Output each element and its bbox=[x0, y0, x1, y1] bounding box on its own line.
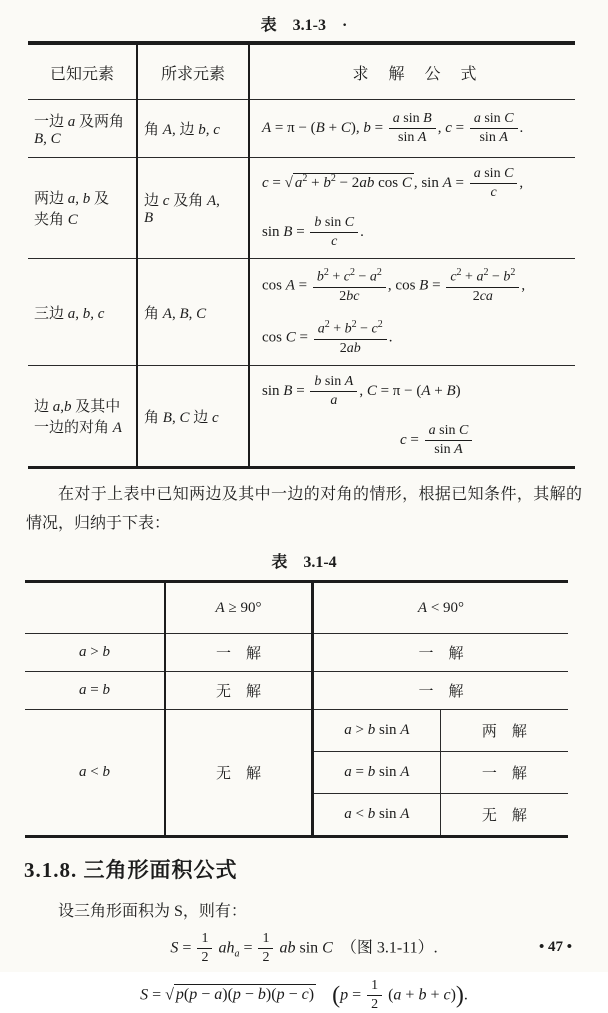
cell-condition: a < b bbox=[25, 710, 165, 837]
cell-known: 三边 a, b, c bbox=[28, 259, 137, 366]
cell-find: 角 B, C 边 c bbox=[137, 366, 249, 468]
cell-subcase: a > b sin A bbox=[313, 710, 441, 752]
cell-formula: sin B = $\frac{\text{b sin A}}{a}$ , C = π − (A + B) c = $\frac{\text{a sin C}}{\text{sin A}}$ bbox=[249, 366, 575, 468]
cell-condition: a > b bbox=[25, 634, 165, 672]
table-header-row bbox=[28, 43, 575, 100]
table-3-1-3-caption: 表 3.1-3 · bbox=[260, 17, 348, 34]
table-row bbox=[25, 710, 568, 752]
table-row bbox=[28, 158, 575, 259]
page-number: • 47 • bbox=[538, 939, 572, 955]
cell-formula: c = √ $a^2 + b^2 - 2ab$ cos C , sin A = $\frac{\text{a sin C}}{c}$ , sin B = $\frac{\text{b sin C}}{c}$ . bbox=[249, 158, 575, 259]
cell-known: 一边 a 及两角 B, C bbox=[28, 100, 137, 158]
header-solution-formula: 求 解 公 式 bbox=[352, 65, 479, 83]
area-formula-2-heron: S = √ p(p − a)(p − b)(p − c) (p = $\frac{1}{2}$ (a + b + c)). bbox=[140, 978, 468, 1013]
cell-result: 一 解 bbox=[313, 634, 569, 672]
cell-subresult: 无 解 bbox=[440, 794, 568, 837]
cell-result: 无 解 bbox=[165, 672, 313, 710]
cell-subresult: 两 解 bbox=[440, 710, 568, 752]
cell-subcase: a < b sin A bbox=[313, 794, 441, 837]
cell-condition: a = b bbox=[25, 672, 165, 710]
table-header-row bbox=[25, 582, 568, 634]
header-find-elements: 所求元素 bbox=[137, 43, 249, 100]
table-row bbox=[28, 366, 575, 468]
cell-subresult: 一 解 bbox=[440, 752, 568, 794]
header-a-ge-90: A ≥ 90° bbox=[165, 582, 313, 634]
header-known-elements: 已知元素 bbox=[49, 65, 114, 83]
cell-find: 角 A, B, C bbox=[137, 259, 249, 366]
lead-sentence: 设三角形面积为 S，则有： bbox=[58, 903, 247, 921]
cell-formula: cos A = $\frac{b^2 + c^2 - a^2}{2bc}$ , cos B = $\frac{c^2 + a^2 - b^2}{2ca}$ , cos C = $\frac{a^2 + b^2 - c^2}{2ab}$ . bbox=[249, 259, 575, 366]
cell-result: 一 解 bbox=[165, 634, 313, 672]
cell-formula: A = π − (B + C), b = $\frac{\text{a sin B}}{\text{sin A}}$ , c = $\frac{\text{a sin C}}{\text{sin A}}$ . bbox=[249, 100, 575, 158]
cell-result: 无 解 bbox=[165, 710, 313, 837]
header-empty bbox=[25, 582, 165, 634]
solution-formula-table bbox=[28, 41, 575, 469]
cell-subcase: a = b sin A bbox=[313, 752, 441, 794]
cell-find: 角 A, 边 b, c bbox=[137, 100, 249, 158]
cell-known: 两边 a, b 及 夹角 C bbox=[28, 158, 137, 259]
header-a-lt-90: A < 90° bbox=[417, 599, 465, 616]
area-formula-1: S = $\frac{1}{2}$ $ah_a$ = $\frac{1}{2}$ ab sin C （图 3.1-11）. bbox=[170, 931, 438, 966]
cell-find: 边 c 及角 A, B bbox=[137, 158, 249, 259]
table-3-1-4-caption: 表 3.1-4 bbox=[271, 554, 337, 572]
cell-known: 边 a,b 及其中 一边的对角 A bbox=[28, 366, 137, 468]
section-heading: 3.1.8. 三角形面积公式 bbox=[24, 858, 238, 883]
table-row bbox=[28, 100, 575, 158]
table-row bbox=[25, 634, 568, 672]
paragraph-note: 在对于上表中已知两边及其中一边的对角的情形，根据已知条件，其解的情况，归纳于下表： bbox=[26, 486, 582, 533]
cell-result: 一 解 bbox=[313, 672, 569, 710]
table-row bbox=[25, 672, 568, 710]
table-row bbox=[28, 259, 575, 366]
solution-cases-table bbox=[25, 580, 568, 838]
